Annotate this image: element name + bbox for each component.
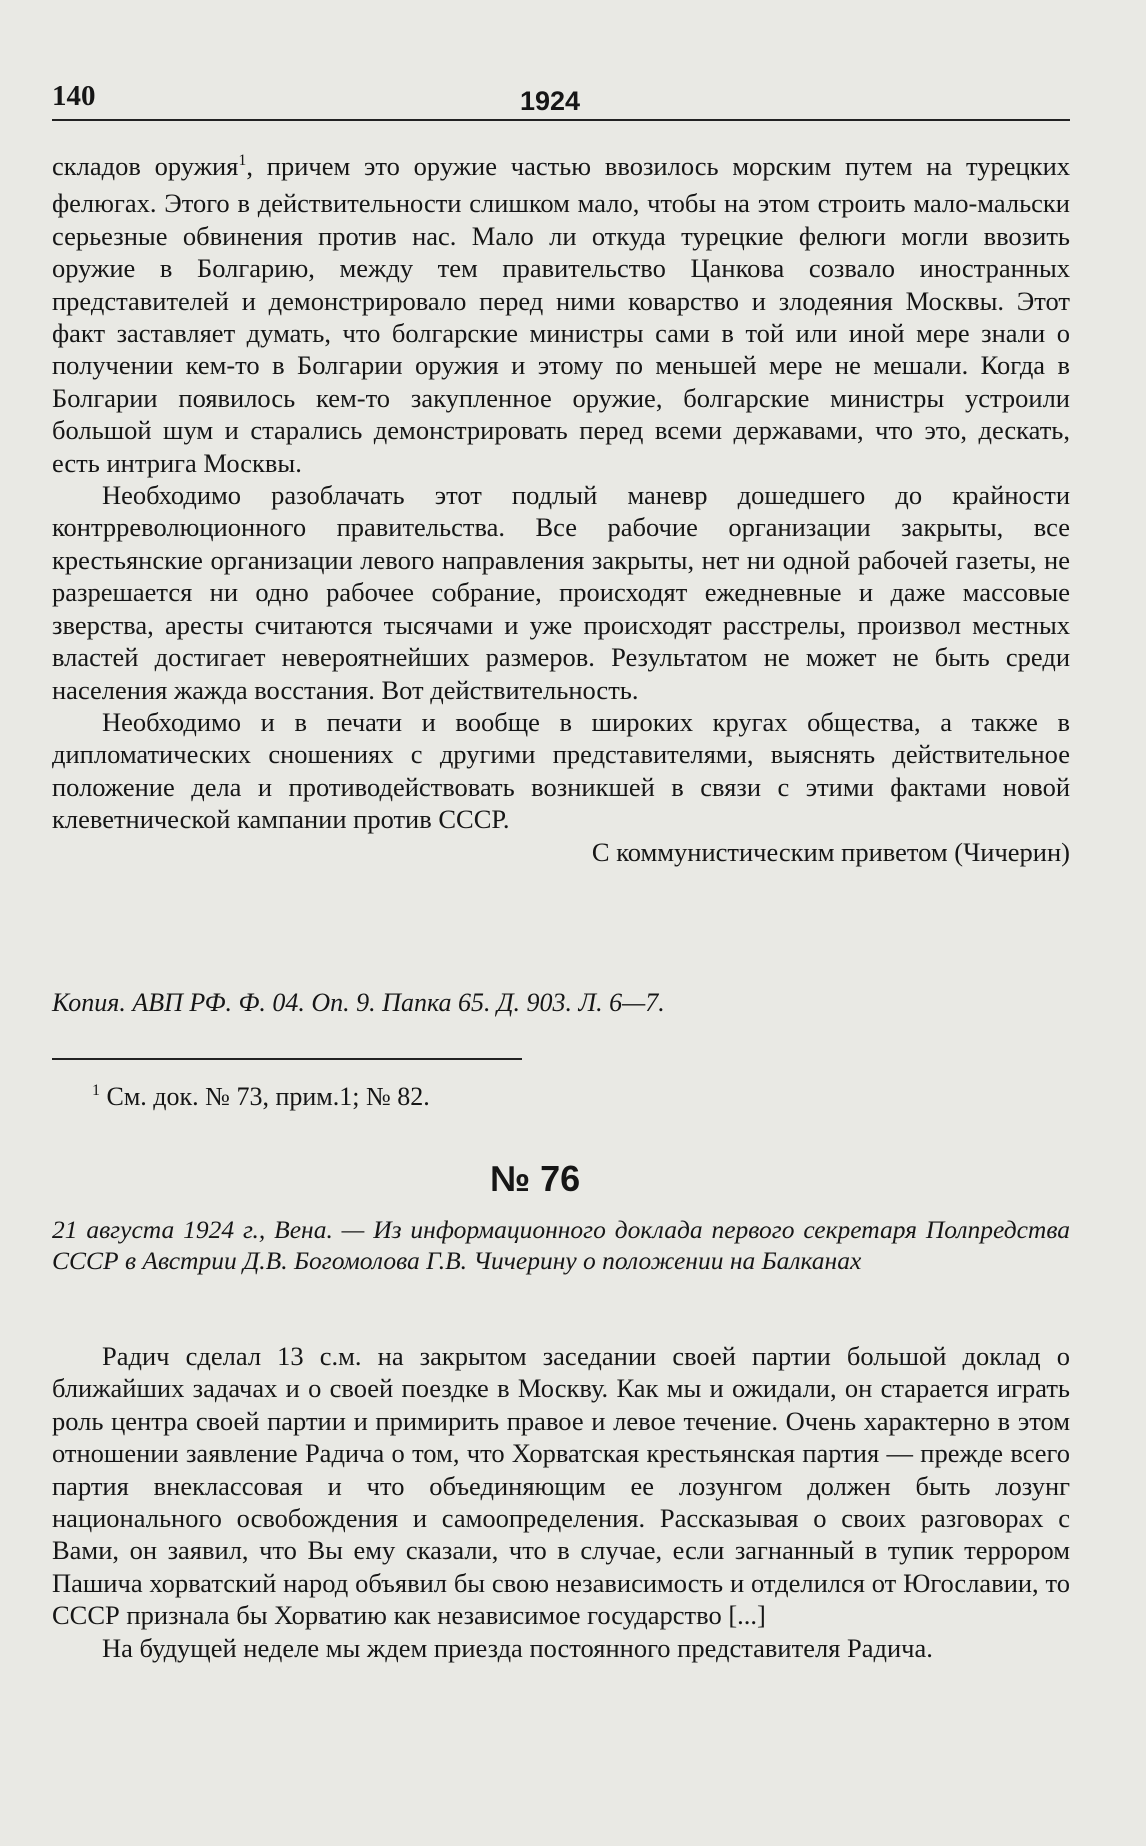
document-paragraph-1: Радич сделал 13 с.м. на закрытом заседании своей партии большой доклад о ближайших задачах и о своей поездке в Москву. Как мы и ожидали, он старается играть роль центра своей партии и примирить правое и левое течение. Очень характерно в этом отношении заявление Радича о том, что Хорватская крестьянская партия — прежде всего партия внеклассовая и что объединяющим ее лозунгом должен быть лозунг национального освобождения и самоопределения. Рассказывая о своих разговорах с Вами, он заявил, что Вы ему сказали, что в случае, если загнанный в тупик террором Пашича хорватский народ объявил бы свою независимость и отделился от Югославии, то СССР признала бы Хорватию как независимое государство [...] [52,1341,1070,1631]
previous-document-text [52,150,1070,868]
footnote-rule [52,1058,522,1060]
document-paragraph-2: На будущей неделе мы ждем приезда постоянного представителя Радича. [102,1632,933,1663]
signature: С коммунистическим приветом (Чичерин) [591,836,1070,867]
document-number: № 76 [490,1158,581,1199]
paragraph-1-start: складов оружия [52,151,239,181]
footnote-text: См. док. № 73, прим.1; № 82. [106,1082,430,1111]
footnote-number: 1 [92,1082,100,1099]
paragraph-1-rest: , причем это оружие частью ввозилось морским путем на турецких фелюгах. Этого в действительности слишком мало, чтобы на этом строить мало-мальски серьезные обвинения против нас. Мало ли откуда турецкие фелюги могли ввозить оружие в Болгарию, между тем правительство Цанкова созвало иностранных представителей и демонстрировало перед ними коварство и злодеяния Москвы. Этот факт заставляет думать, что болгарские министры сами в той или иной мере знали о получении кем-то в Болгарии оружия и этому по меньшей мере не мешали. Когда в Болгарии появилось кем-то закупленное оружие, болгарские министры устроили большой шум и старались демонстрировать перед всеми державами, что это, дескать, есть интрига Москвы. [52,151,1071,478]
running-year: 1924 [520,86,581,116]
archive-source: Копия. АВП РФ. Ф. 04. Оп. 9. Папка 65. Д. 903. Л. 6—7. [52,988,665,1017]
footnote [92,1082,430,1112]
paragraph-1 [52,150,1070,479]
document-body [52,1340,1070,1664]
page-number: 140 [52,80,96,112]
paragraph-2: Необходимо разоблачать этот подлый маневр дошедшего до крайности контрреволюционного правительства. Все рабочие организации закрыты, все крестьянские организации левого направления закрыты, нет ни одной рабочей газеты, не разрешается ни одно рабочее собрание, происходят ежедневные и даже массовые зверства, аресты считаются тысячами и уже происходят расстрелы, произвол местных властей достигает невероятнейших размеров. Результатом не может не быть среди населения жажда восстания. Вот действительность. [52,480,1070,705]
footnote-marker: 1 [238,152,247,169]
running-head [0,0,1146,125]
document-heading: 21 августа 1924 г., Вена. — Из информационного доклада первого секретаря Полпредства СССР в Австрии Д.В. Богомолова Г.В. Чичерину о положении на Балканах [52,1215,1070,1275]
paragraph-3: Необходимо и в печати и вообще в широких кругах общества, а также в дипломатических сношениях с другими представителями, выяснять действительное положение дела и противодействовать возникшей в связи с этими фактами новой клеветнической кампании против СССР. [52,706,1070,835]
header-rule [52,119,1070,121]
